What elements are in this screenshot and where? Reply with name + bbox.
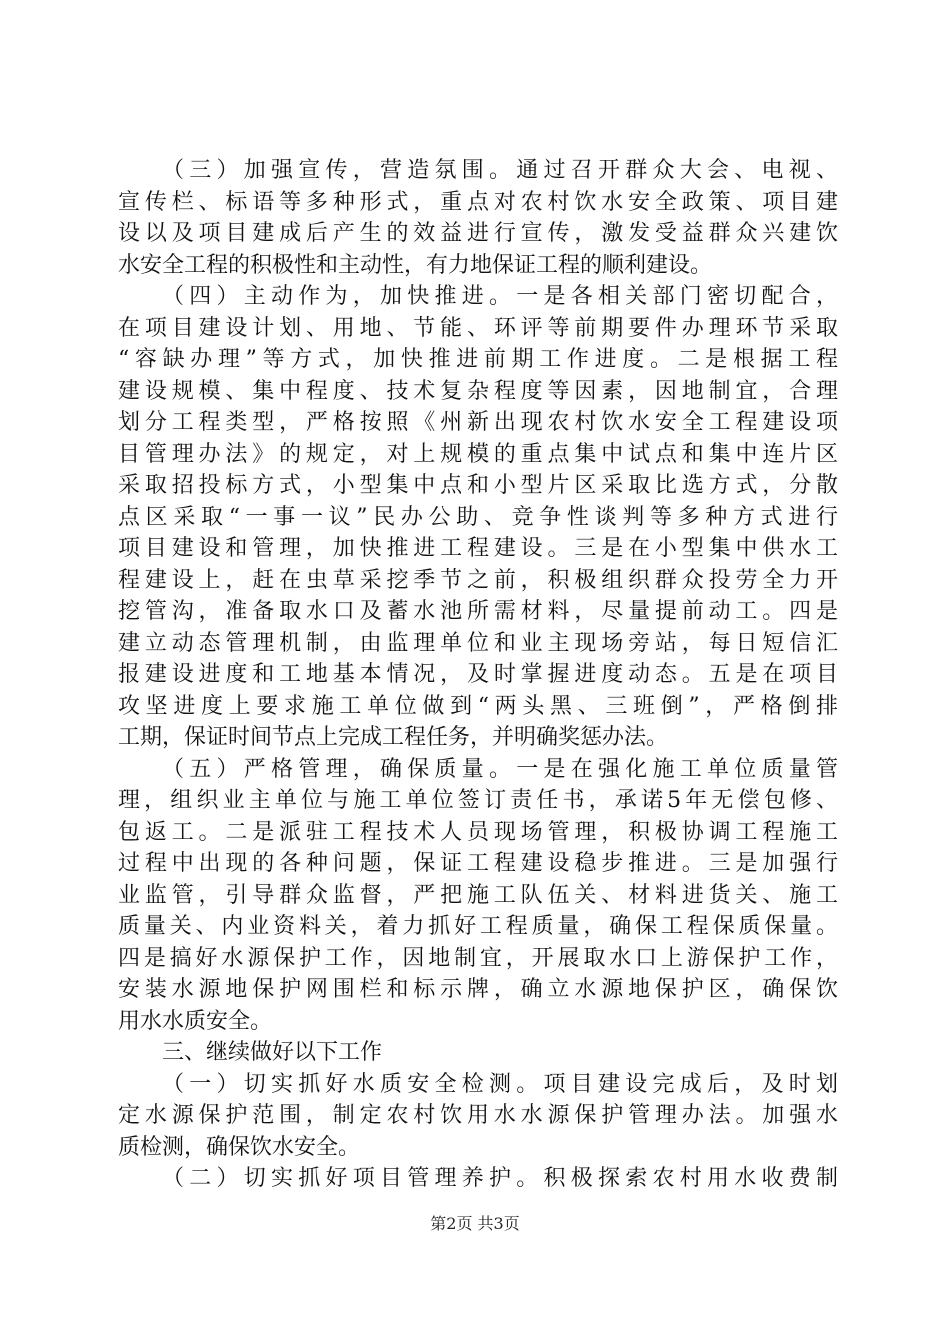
paragraph-line: 包返工。二是派驻工程技术人员现场管理，积极协调工程施工 bbox=[118, 819, 838, 845]
section-heading: 三、继续做好以下工作 bbox=[162, 1040, 383, 1065]
paragraph-line: （三）加强宣传，营造氛围。通过召开群众大会、电视、 bbox=[162, 158, 838, 183]
paragraph-line: 宣传栏、标语等多种形式，重点对农村饮水安全政策、项目建 bbox=[118, 189, 838, 215]
paragraph-line: （一）切实抓好水质安全检测。项目建设完成后，及时划 bbox=[162, 1071, 838, 1097]
paragraph-line: 质检测，确保饮水安全。 bbox=[118, 1134, 361, 1160]
paragraph-line: 报建设进度和工地基本情况，及时掌握进度动态。五是在项目 bbox=[118, 662, 838, 687]
paragraph-line: 四是搞好水源保护工作，因地制宜，开展取水口上游保护工作， bbox=[118, 945, 838, 971]
paragraph-line: （四）主动作为，加快推进。一是各相关部门密切配合， bbox=[162, 284, 838, 309]
paragraph-line: 过程中出现的各种问题，保证工程建设稳步推进。三是加强行 bbox=[118, 851, 838, 876]
paragraph-line: 在项目建设计划、用地、节能、环评等前期要件办理环节采取 bbox=[118, 315, 838, 341]
paragraph-line: 用水水质安全。 bbox=[118, 1008, 273, 1034]
paragraph-line: 设以及项目建成后产生的效益进行宣传，激发受益群众兴建饮 bbox=[118, 221, 838, 246]
paragraph-line: 挖管沟，准备取水口及蓄水池所需材料，尽量提前动工。四是 bbox=[118, 599, 838, 624]
paragraph-line: （二）切实抓好项目管理养护。积极探索农村用水收费制 bbox=[162, 1166, 838, 1191]
paragraph-line: 划分工程类型，严格按照《州新出现农村饮水安全工程建设项 bbox=[118, 410, 838, 435]
paragraph-line: 水安全工程的积极性和主动性，有力地保证工程的顺利建设。 bbox=[118, 252, 713, 278]
paragraph-line: （五）严格管理，确保质量。一是在强化施工单位质量管 bbox=[162, 756, 838, 782]
paragraph-line: “容缺办理”等方式，加快推进前期工作进度。二是根据工程 bbox=[118, 347, 838, 372]
paragraph-line: 目管理办法》的规定，对上规模的重点集中试点和集中连片区 bbox=[118, 441, 838, 467]
paragraph-line: 攻坚进度上要求施工单位做到“两头黑、三班倒”，严格倒排 bbox=[118, 693, 838, 719]
paragraph-line: 建立动态管理机制，由监理单位和业主现场旁站，每日短信汇 bbox=[118, 630, 838, 656]
paragraph-line: 定水源保护范围，制定农村饮用水水源保护管理办法。加强水 bbox=[118, 1103, 838, 1128]
paragraph-line: 程建设上，赶在虫草采挖季节之前，积极组织群众投劳全力开 bbox=[118, 567, 838, 593]
page-number-footer: 第2页 共3页 bbox=[430, 1214, 520, 1233]
paragraph-line: 安装水源地保护网围栏和标示牌，确立水源地保护区，确保饮 bbox=[118, 977, 838, 1002]
paragraph-line: 采取招投标方式，小型集中点和小型片区采取比选方式，分散 bbox=[118, 473, 838, 498]
paragraph-line: 项目建设和管理，加快推进工程建设。三是在小型集中供水工 bbox=[118, 536, 838, 561]
paragraph-line: 点区采取“一事一议”民办公助、竞争性谈判等多种方式进行 bbox=[118, 504, 838, 530]
document-body bbox=[118, 155, 838, 1195]
paragraph-line: 理，组织业主单位与施工单位签订责任书，承诺5年无偿包修、 bbox=[118, 788, 838, 813]
paragraph-line: 质量关、内业资料关，着力抓好工程质量，确保工程保质保量。 bbox=[118, 914, 838, 939]
paragraph-line: 建设规模、集中程度、技术复杂程度等因素，因地制宜，合理 bbox=[118, 378, 838, 404]
paragraph-line: 工期，保证时间节点上完成工程任务，并明确奖惩办法。 bbox=[118, 725, 669, 750]
paragraph-line: 业监管，引导群众监督，严把施工队伍关、材料进货关、施工 bbox=[118, 882, 838, 908]
